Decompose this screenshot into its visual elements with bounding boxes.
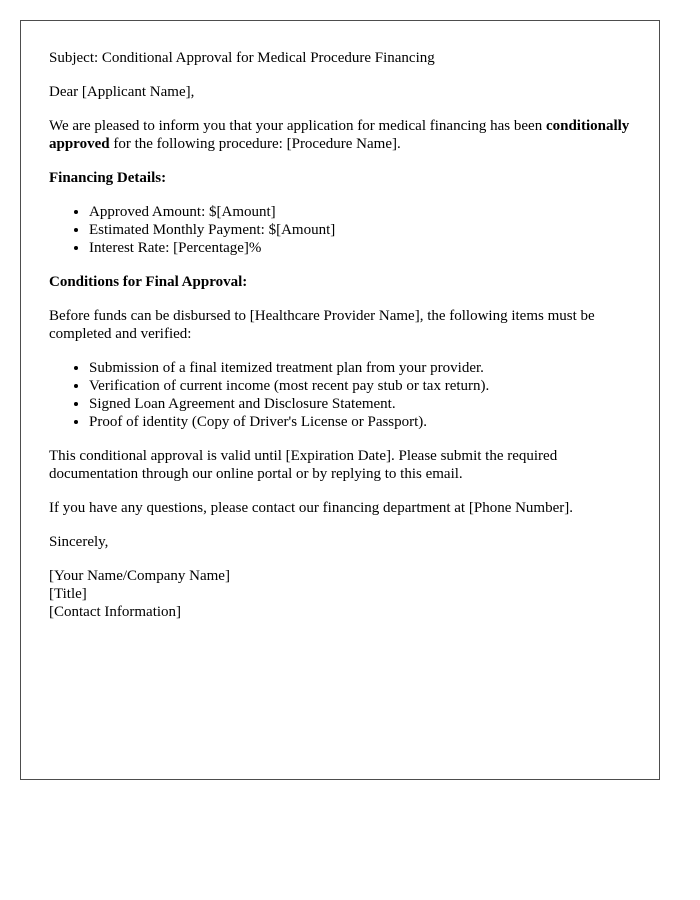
greeting: Dear [Applicant Name],	[49, 84, 195, 100]
intro-paragraph	[49, 117, 631, 153]
intro-text-start: We are pleased to inform you that your application for medical financing has been	[49, 118, 546, 134]
financing-details-heading: Financing Details:	[49, 170, 167, 186]
financing-details-list	[49, 203, 631, 257]
signature-contact: [Contact Information]	[49, 604, 182, 620]
condition-item-treatment-plan: • Submission of a final itemized treatment plan from your provider.	[89, 359, 631, 377]
condition-item-identity: • Proof of identity (Copy of Driver's License or Passport).	[89, 413, 631, 431]
signature-block	[49, 567, 631, 621]
validity-paragraph: This conditional approval is valid until [Expiration Date]. Please submit the required documentation through our online portal or by replying to this email.	[49, 448, 558, 482]
signature-name: [Your Name/Company Name]	[49, 568, 230, 584]
conditions-heading: Conditions for Final Approval:	[49, 274, 248, 290]
intro-bold-text: conditionally approved	[49, 118, 630, 152]
signature-title: [Title]	[49, 586, 87, 602]
closing: Sincerely,	[49, 534, 109, 550]
intro-text-end: for the following procedure: [Procedure Name].	[109, 136, 401, 152]
letter-frame	[20, 20, 660, 780]
condition-item-loan-agreement: • Signed Loan Agreement and Disclosure Statement.	[89, 395, 631, 413]
financing-item-monthly-payment: • Estimated Monthly Payment: $[Amount]	[89, 221, 631, 239]
questions-paragraph: If you have any questions, please contact our financing department at [Phone Number].	[49, 500, 573, 516]
subject-line: Subject: Conditional Approval for Medical Procedure Financing	[49, 50, 435, 66]
conditions-list	[49, 359, 631, 431]
financing-item-approved-amount: • Approved Amount: $[Amount]	[89, 203, 631, 221]
conditions-intro: Before funds can be disbursed to [Healthcare Provider Name], the following items must be completed and verified:	[49, 308, 595, 342]
condition-item-income: • Verification of current income (most recent pay stub or tax return).	[89, 377, 631, 395]
financing-item-interest-rate: • Interest Rate: [Percentage]%	[89, 239, 631, 257]
